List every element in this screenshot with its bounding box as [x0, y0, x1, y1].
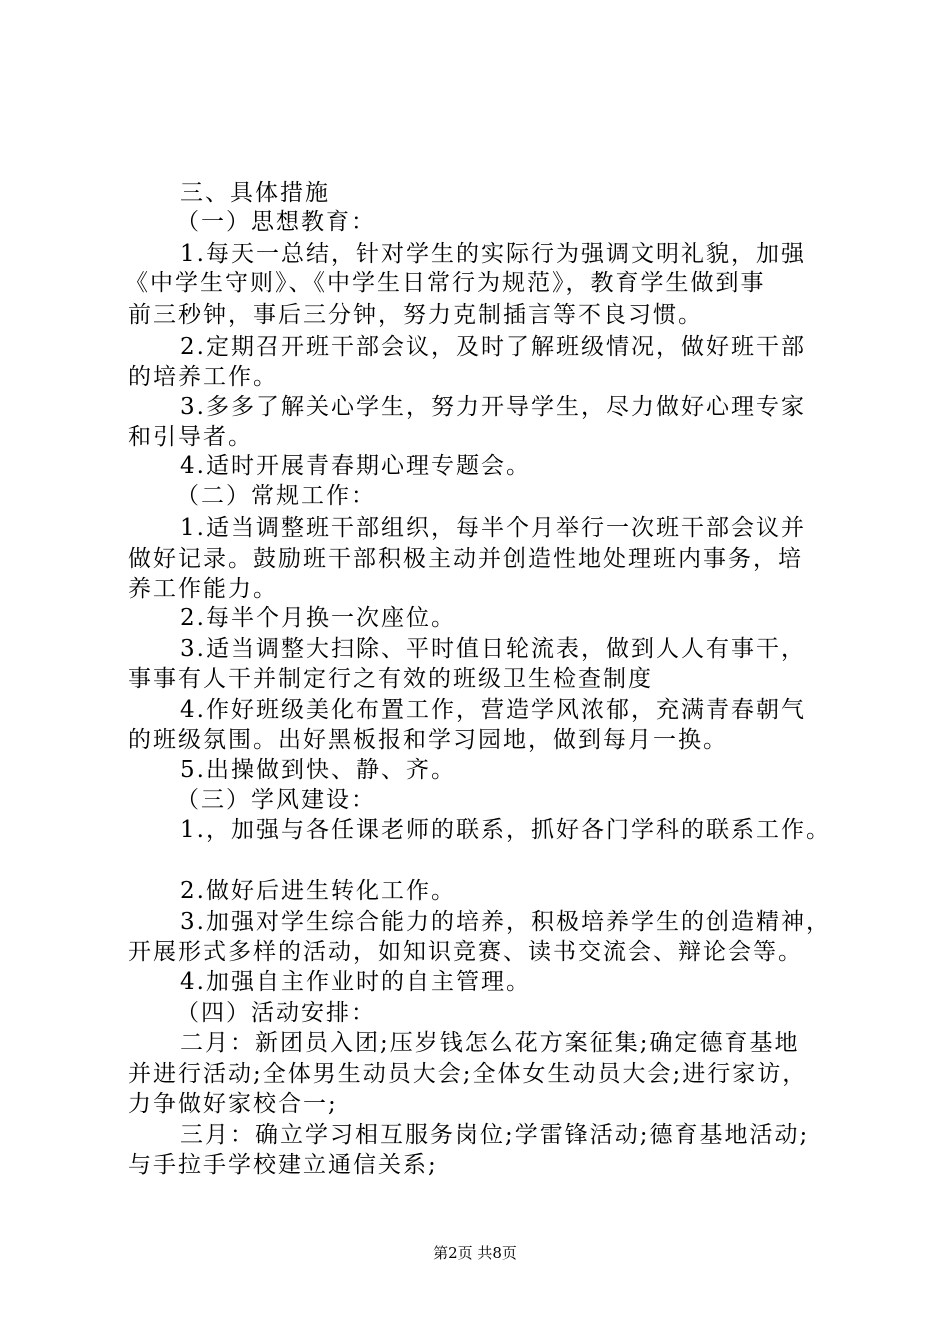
paragraph-line: 和引导者。: [128, 424, 253, 450]
paragraph-line: 3.多多了解关心学生，努力开导学生，尽力做好心理专家: [180, 394, 806, 420]
paragraph-line: 3.加强对学生综合能力的培养，积极培养学生的创造精神，: [180, 909, 831, 935]
paragraph-line: 养工作能力。: [128, 576, 278, 602]
subsection-heading: （二）常规工作：: [176, 483, 376, 509]
paragraph-line: 开展形式多样的活动，如知识竞赛、读书交流会、辩论会等。: [128, 939, 803, 965]
paragraph-line: 做好记录。鼓励班干部积极主动并创造性地处理班内事务，培: [128, 546, 803, 572]
subsection-heading: （三）学风建设：: [176, 787, 376, 813]
paragraph-line: 力争做好家校合一;: [128, 1091, 338, 1117]
paragraph-line: 《中学生守则》、《中学生日常行为规范》，教育学生做到事: [125, 270, 766, 296]
paragraph-line: 前三秒钟，事后三分钟，努力克制插言等不良习惯。: [128, 302, 703, 328]
section-heading: 三、具体措施: [180, 180, 330, 206]
paragraph-line: 二月：新团员入团;压岁钱怎么花方案征集;确定德育基地: [180, 1030, 800, 1056]
subsection-heading: （一）思想教育：: [176, 209, 376, 235]
paragraph-line: 1.每天一总结，针对学生的实际行为强调文明礼貌，加强: [180, 241, 806, 267]
paragraph-line: 三月：确立学习相互服务岗位;学雷锋活动;德育基地活动;: [180, 1122, 810, 1148]
paragraph-line: 并进行活动;全体男生动员大会;全体女生动员大会;进行家访，: [128, 1061, 808, 1087]
paragraph-line: 4.加强自主作业时的自主管理。: [180, 969, 531, 995]
paragraph-line: 2.做好后进生转化工作。: [180, 878, 456, 904]
page-number-label: 第2页 共8页: [433, 1244, 517, 1262]
paragraph-line: 3.适当调整大扫除、平时值日轮流表，做到人人有事干，: [180, 636, 806, 662]
paragraph-line: 1.，加强与各任课老师的联系，抓好各门学科的联系工作。: [180, 817, 831, 843]
paragraph-line: 2.每半个月换一次座位。: [180, 605, 456, 631]
paragraph-line: 2.定期召开班干部会议，及时了解班级情况，做好班干部: [180, 334, 806, 360]
paragraph-line: 与手拉手学校建立通信关系;: [128, 1152, 438, 1178]
page-footer: [0, 1243, 950, 1263]
paragraph-line: 1.适当调整班干部组织，每半个月举行一次班干部会议并: [180, 515, 806, 541]
paragraph-line: 4.适时开展青春期心理专题会。: [180, 453, 531, 479]
paragraph-line: 5.出操做到快、静、齐。: [180, 757, 456, 783]
paragraph-line: 的培养工作。: [128, 364, 278, 390]
subsection-heading: （四）活动安排：: [176, 1000, 376, 1026]
paragraph-line: 事事有人干并制定行之有效的班级卫生检查制度: [128, 666, 653, 692]
paragraph-line: 4.作好班级美化布置工作，营造学风浓郁，充满青春朝气: [180, 697, 806, 723]
paragraph-line: 的班级氛围。出好黑板报和学习园地，做到每月一换。: [128, 727, 728, 753]
